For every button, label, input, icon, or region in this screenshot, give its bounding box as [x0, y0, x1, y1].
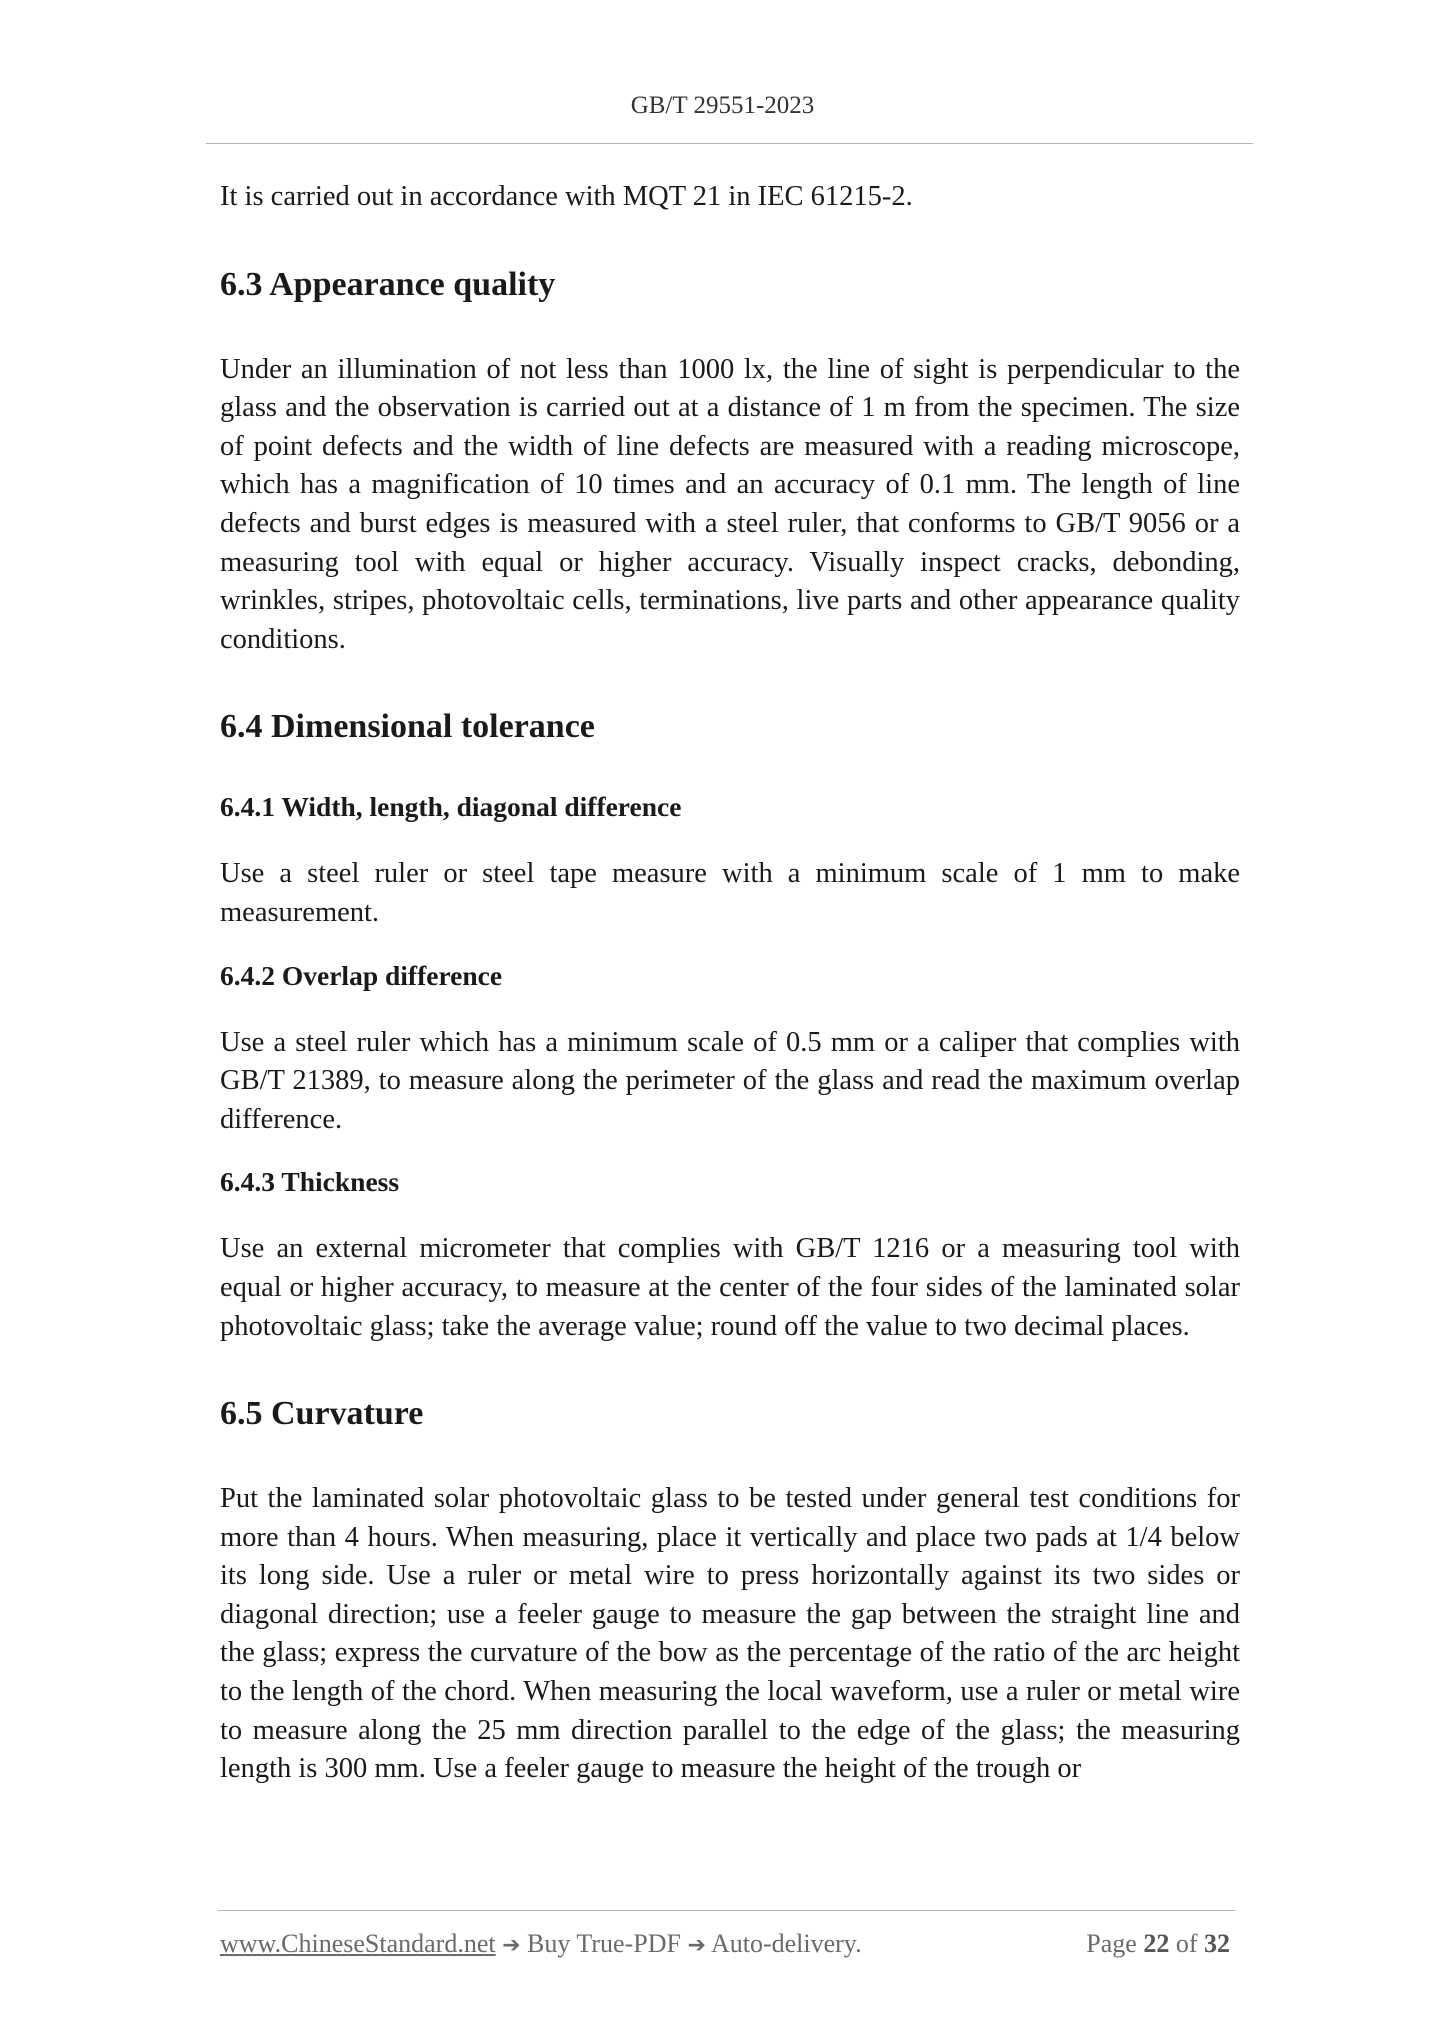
subsection-6-4-1-paragraph: Use a steel ruler or steel tape measure with a minimum scale of 1 mm to make measurement. [220, 858, 1240, 928]
page-header [0, 92, 1445, 120]
footer-promo [220, 1927, 862, 1963]
document-body [220, 178, 1240, 1789]
subsection-6-4-3-paragraph: Use an external micrometer that complies with GB/T 1216 or a measuring tool with equal or higher accuracy, to measure at the center of the four sides of the laminated solar photovoltaic glass; take the average value; round off the value to two decimal places. [220, 1233, 1240, 1342]
section-heading-6-5: 6.5 Curvature [220, 1395, 424, 1433]
standard-id: GB/T 29551-2023 [630, 92, 815, 119]
subsection-heading-6-4-2: 6.4.2 Overlap difference [220, 959, 503, 991]
subsection-6-4-2-paragraph: Use a steel ruler which has a minimum scale of 0.5 mm or a caliper that complies with GB/T 21389, to measure along the perimeter of the glass and read the maximum overlap difference. [220, 1026, 1240, 1135]
header-divider [206, 143, 1253, 144]
subsection-heading-6-4-3: 6.4.3 Thickness [220, 1166, 400, 1198]
section-6-3-paragraph: Under an illumination of not less than 1000 lx, the line of sight is perpendicular to the glass and the observation is carried out at a distance of 1 m from the specimen. The size of point defects and the width of line defects are measured with a reading microscope, which has a magnification of 10 times and an accuracy of 0.1 mm. The length of line defects and burst edges is measured with a steel ruler, that conforms to GB/T 9056 or a measuring tool with equal or higher accuracy. Visually inspect cracks, debonding, wrinkles, stripes, photovoltaic cells, terminations, live parts and other appearance quality conditions. [220, 353, 1240, 655]
footer-divider [218, 1910, 1235, 1911]
arrow-right-icon: ➔ [502, 1933, 521, 1958]
section-heading-6-4: 6.4 Dimensional tolerance [220, 708, 595, 746]
page-total: 32 [1204, 1929, 1230, 1958]
page-word: Page [1086, 1929, 1137, 1958]
arrow-right-icon: ➔ [687, 1933, 706, 1958]
site-link[interactable]: www.ChineseStandard.net [220, 1929, 496, 1958]
section-6-5-paragraph: Put the laminated solar photovoltaic glass to be tested under general test conditions for more than 4 hours. When measuring, place it vertically and place two pads at 1/4 below its long side. Use a ruler or metal wire to press horizontally against its two sides or diagonal direction; use a feeler gauge to measure the gap between the straight line and the glass; express the curvature of the bow as the percentage of the ratio of the arc height to the length of the chord. When measuring the local waveform, use a ruler or metal wire to measure along the 25 mm direction parallel to the edge of the glass; the measuring length is 300 mm. Use a feeler gauge to measure the height of the trough or [220, 1483, 1240, 1785]
section-heading-6-3: 6.3 Appearance quality [220, 265, 556, 303]
of-word: of [1175, 1929, 1198, 1958]
subsection-heading-6-4-1: 6.4.1 Width, length, diagonal difference [220, 791, 682, 823]
page-current: 22 [1143, 1929, 1170, 1958]
intro-paragraph: It is carried out in accordance with MQT 21 in IEC 61215-2. [220, 181, 913, 212]
delivery-text: Auto-delivery. [710, 1929, 862, 1958]
buy-text: Buy True-PDF [527, 1929, 681, 1958]
page-number [1086, 1927, 1230, 1961]
